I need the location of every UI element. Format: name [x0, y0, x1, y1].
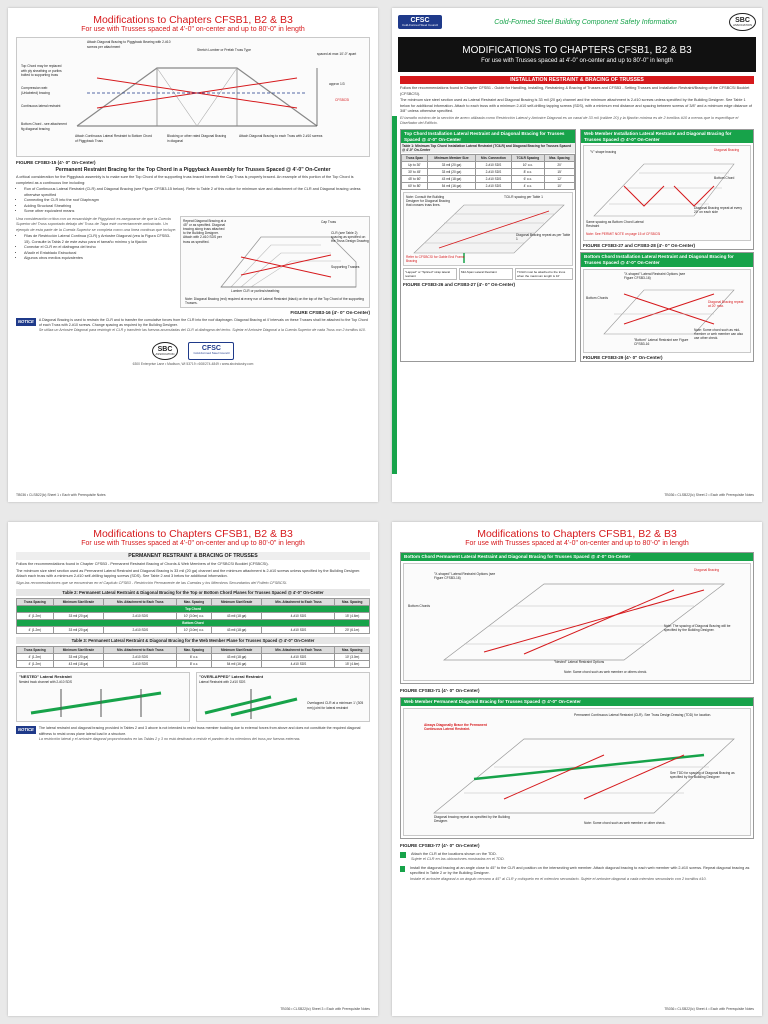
- cell: 43 mil (18 ga): [211, 613, 262, 620]
- sbc-logo-sub: ASSOCIATION: [733, 23, 752, 28]
- th: Min. Attachment to Each Truss: [104, 599, 177, 606]
- bullet-item: • Algunos otros medios equivalentes: [24, 256, 176, 262]
- page-subtitle: For use with Trusses spaced at 4'-0" on-center and up to 80'-0" in length: [81, 26, 305, 34]
- label-spaced: spaced at max 10'-0" apart: [317, 52, 357, 57]
- cfsc-logo-sub: Cold-Formed Steel Council: [402, 23, 439, 28]
- overlapped-title: "OVERLAPPED" Lateral Restraint: [199, 674, 264, 680]
- figure-caption-2: FIGURE CFSB3-16 (4'- 0" On-Center): [290, 309, 370, 315]
- sbc-logo-text: SBC: [735, 17, 750, 24]
- cell: 33 mil (20 ga): [53, 613, 104, 620]
- page-subtitle: For use with Trusses spaced at 4'-0" on-center and up to 80'-0" in length: [465, 540, 689, 548]
- overlap-note: Overlapped CLR at a minimum 1' (305 mm) joint for lateral restraint: [307, 701, 364, 710]
- piggyback-diagram: [16, 37, 370, 157]
- table-title: Table 1: Minimum Top Chord Installation Lateral Restraint (TCILR) and Diagonal Bracing for Trusses Spaced @ 4'-0" On-Center: [401, 143, 575, 153]
- figure-caption: FIGURE CFSB3-26 and CFSB3-27 (4'- 0" On-Center): [403, 282, 516, 288]
- overlapped-detail: [196, 672, 370, 722]
- overlapped-sub: Lateral Restraint with 2-#10 SDS: [199, 680, 246, 685]
- cfsc-logo: [188, 342, 234, 360]
- cell: 2-#10 SDS: [104, 627, 177, 634]
- th: Max. Spacing: [544, 155, 574, 162]
- cell: 15': [544, 169, 574, 176]
- paragraph-2-es: Siga las recomendaciones que se encuentran en el Capítulo CFSB3 - Restricción Permanente de las Cuerdas y los Miembros Secundarios del Folleto CFSBCSI.: [16, 580, 288, 585]
- notice-block: [16, 726, 370, 742]
- bullet-list-en: [24, 187, 370, 215]
- cell: 2-#10 SDS: [104, 661, 177, 668]
- page-subtitle: For use with Trusses spaced at 4'-0" on-center and up to 80'-0" in length: [81, 540, 305, 548]
- banner-title: MODIFICATIONS TO CHAPTERS CFSB1, B2 & B3: [462, 45, 692, 57]
- label-refer: Refer to CFSBCSI for Gable End Frame Bracing: [406, 255, 465, 264]
- notice-block: [16, 318, 370, 334]
- th: Max. Spacing: [335, 647, 370, 654]
- cell: 15' (4.6m): [335, 661, 370, 668]
- table-row: [402, 176, 575, 183]
- cell: 43 mil (18 ga): [211, 627, 262, 634]
- bullet-item: • Filas de Restricción Lateral Continua (CLR) y Arriostre Diagonal (vea la Figura CFSB3-15). Consulte la Tabla 2 de este aviso para el tamaño mínimo y la fijación: [24, 234, 176, 245]
- sbc-logo-text: SBC: [157, 345, 173, 353]
- spanish-col: [16, 216, 176, 308]
- box-title: Bottom Chord Permanent Lateral Restraint and Diagonal Bracing for Trusses Spaced @ 4'-0" On-Center: [401, 553, 753, 561]
- bullet-list-es: [24, 234, 176, 262]
- th: Minimum Size/Grade: [211, 599, 262, 606]
- label-cap-truss: Cap Truss: [321, 219, 337, 224]
- notice-tag: NOTICE: [18, 727, 34, 733]
- figure-caption: FIGURE CFSB3-27 and CFSB3-28 (4'- 0" On-Center): [583, 243, 696, 249]
- checklist-text-es: Sujete el CLR en las ubicaciones mostradas en el TDD.: [411, 857, 505, 862]
- bullet-item: • Conectar el CLR en el diafragma del techo: [24, 245, 176, 251]
- cfsc-logo-sub: Cold-Formed Steel Council: [193, 350, 230, 355]
- cell: 45' to 60': [402, 176, 428, 183]
- notice-text-es: La restricción lateral y el arriostre diagonal proporcionados en las Tablas 2 y 3 no está destinado a resistir el pandeo de los miembros del truss por fuerzas externas.: [38, 736, 301, 741]
- cell: 43 mil (18 ga): [211, 654, 262, 661]
- th: Truss Spacing: [17, 647, 54, 654]
- table-row: [17, 661, 370, 668]
- cell: 10' (3.0m) o.c.: [177, 627, 211, 634]
- label-shape: "X-shaped" Lateral Restraint Options (see Figure CFSB3-16): [624, 271, 686, 280]
- top-boxes-row: [400, 129, 754, 362]
- box-bottom-chord-perm: [400, 552, 754, 684]
- cell: 54 mil (16 ga): [211, 661, 262, 668]
- footer: TB036 • CLSB22(lc) Sheet 4 • Each with Prerequisite Notes: [664, 1006, 754, 1011]
- table-2: [16, 598, 370, 634]
- th: Minimum Size/Grade: [53, 599, 104, 606]
- bottom-chord-diagram: [583, 269, 751, 353]
- cell: 33 mil (20 ga): [53, 654, 104, 661]
- cell: 4' (1.2m): [17, 661, 54, 668]
- label-diag: Always Diagonally Brace the Permanent Continuous Lateral Restraint.: [424, 722, 487, 732]
- label-spaced: See TDD for spacing of Diagonal Bracing as specified by the Building Designer: [670, 770, 735, 780]
- cell: 10' o.c.: [511, 162, 544, 169]
- page-2: [392, 8, 762, 502]
- nested-detail: [16, 672, 190, 722]
- label-attach-web: Attach Diagonal Bracing to each Truss with 2-#10 screws: [239, 134, 323, 139]
- cell: 4-#10 SDS: [262, 627, 335, 634]
- cell: 15' (4.6m): [335, 613, 370, 620]
- label-diag-note: Repeat Diagonal Bracing at a 45° or as specified. Diagonal bracing along truss attached to the Building Designer. Attach with 2-#10 SDS per truss as specified.: [183, 218, 227, 244]
- cell: 2-#10 SDS: [104, 654, 177, 661]
- cfsc-logo: [398, 15, 442, 29]
- figure-caption: FIGURE CFSB3-71 (4'- 0" On-Center): [400, 688, 480, 694]
- th: Max. Spacing: [177, 647, 211, 654]
- notice-text: A Diagonal Bracing is used to restrain the CLR and to transfer the cumulative forces from the CLR into the roof diaphragm. Diagonal Bracing at 4' intervals on these Trusses shall be attached to the Top Chord of each Truss with 2-#10 screws. Change spacing as required by the Building Designer.: [38, 317, 368, 328]
- box-title: Bottom Chord Installation Lateral Restraint and Diagonal Bracing for Trusses Spaced @ 4'-0" On-Center: [581, 253, 753, 266]
- table-2-title: Table 2: Permanent Lateral Restraint & Diagonal Bracing for the Top or Bottom Chord Planes for Trusses Spaced @ 4'-0" On-Center: [16, 589, 370, 596]
- address: 6300 Enterprise Lane • Madison, WI 53719 • 608/274-4849 • www.sbcindustry.com: [132, 361, 254, 366]
- cell: 4-#10 SDS: [262, 661, 335, 668]
- overlapped-drawing: [201, 689, 301, 719]
- cell: 4' (1.2m): [17, 627, 54, 634]
- table-3: [16, 646, 370, 668]
- cell: 43 mil (18 ga): [53, 661, 104, 668]
- cell: 4-#10 SDS: [262, 613, 335, 620]
- cell: 60' to 80': [402, 183, 428, 190]
- nested-title: "NESTED" Lateral Restraint: [19, 674, 72, 680]
- label-attach-continuous: Attach Continuous Lateral Restraint to Bottom Chord of Piggyback Truss: [75, 134, 152, 143]
- cell: 33 mil (20 ga): [427, 169, 475, 176]
- cell: 2-#10 SDS: [104, 613, 177, 620]
- cell: Up to 30': [402, 162, 428, 169]
- table-row: [402, 169, 575, 176]
- th: Max. Spacing: [177, 599, 211, 606]
- paragraph-1: Follow the recommendations found in Chapter CFSB1 - Guide for Handling, Installing, Restraining & Bracing of Trusses and CFSB3 - Setting Trusses and Installation Restraint/Bracing of the CFSBCSI Booklet (CFSBCSI).: [400, 86, 750, 96]
- paragraph-2-es: El tamaño mínimo de la sección de acero utilizada como Restricción Lateral y Arriostre Diagonal es un canal de 33 mil (calibre 20) y la fijación mínima es de 2 tornillos #10 a menos que lo especifique el Diseñador del Edificio.: [400, 115, 739, 126]
- label-note: Note: The spacing of Diagonal Bracing will be specified by the Building Designer.: [664, 624, 731, 633]
- web-member-perm-diagram: [403, 708, 751, 836]
- label-diag-top: Attach Diagonal Bracing to Piggyback Bearing with 2-#10 screws per attachment: [87, 40, 171, 49]
- label-shape: "X-shaped" Lateral Restraint Options (see Figure CFSB3-16): [434, 572, 496, 581]
- check-icon: [400, 866, 405, 872]
- section-heading: Permanent Restraint Bracing for the Top Chord in a Piggyback Assembly for Trusses Spaced @ 4'-0" On-Center: [55, 167, 331, 174]
- label-repeat: Diagonal bracing repeat as specified by the Building Designer.: [434, 814, 510, 824]
- notice-text-wrap: [39, 318, 370, 334]
- label-supporting: Supporting Trusses: [331, 264, 360, 269]
- cell: 8' o.c.: [511, 169, 544, 176]
- checklist-item-1: [400, 852, 754, 863]
- bullet-item: • Añadir el Entablado Estructural: [24, 251, 176, 257]
- label-stretch: Stretch Lumber or Prefab Truss Type: [197, 48, 251, 53]
- checklist-item-2: [400, 866, 754, 883]
- paragraph-2: The minimum size steel section used as Permanent Lateral Restraint and Diagonal Bracing is 33 mil (20 ga) channel and the minimum attachment is 2-#10 screws unless specified by the Building Designer. Attach each truss with a minimum 2-#10 self-drilling tapping screws (SDS). See Table 2 and 3 below for additional information.: [16, 568, 361, 579]
- label-bottom: Bottom Chords: [408, 604, 430, 609]
- label-note: Note: See PERMIT NOTE on page 15 of CFSBCSI: [586, 232, 661, 237]
- label-note: Note: Consult the Building Designer for Diagonal Bracing that crosses truss lines.: [406, 195, 450, 208]
- subheader: Bottom Chord: [17, 620, 370, 627]
- label-bclr: "Bottom" Lateral Restraint see Figure CFSB3-16: [634, 337, 689, 346]
- web-member-diagram: [583, 145, 751, 241]
- strap-details: [403, 268, 573, 280]
- bullet-item: • Adding Structural Sheathing: [24, 204, 370, 210]
- nested-sub: Nested track channel with 2-#10 SDS: [19, 680, 72, 685]
- figure-caption-1: FIGURE CFSB3-15 (4'- 0" On-Center): [16, 160, 96, 166]
- cell: 4' (1.2m): [17, 654, 54, 661]
- bullet-item: • Connecting the CLR into the roof Diaphragm: [24, 198, 370, 204]
- sbc-logo-sub: ASSOCIATION: [155, 351, 175, 356]
- cell: 8' o.c.: [177, 661, 211, 668]
- cell: 6' o.c.: [177, 654, 211, 661]
- figure-caption: FIGURE CFSB3-77 (4'- 0" On-Center): [400, 842, 480, 848]
- cell: 30' to 45': [402, 169, 428, 176]
- cell: 2-#10 SDS: [476, 162, 512, 169]
- side-strip: [392, 116, 397, 474]
- sbc-logo: [729, 13, 756, 31]
- paragraph-1: Follow the recommendations found in Chapter CFSB3 - Permanent Restraint Bracing of Chords & Web Members of the CFSBCSI Booklet (CFSBCSI).: [16, 562, 269, 567]
- table-1: [401, 154, 575, 190]
- label-same: Same spacing as Bottom Chord Lateral Restraint: [586, 220, 644, 229]
- bullet-item: • Run of Continuous Lateral Restraint (CLR) and Diagonal Bracing (see Figure CFSB3-15 below). Refer to Table 2 of this notice for minimum size and attachment of the CLR and Diagonal bracing unless otherwise specified: [24, 187, 370, 198]
- label-bottom: Bottom Chord: [714, 176, 735, 181]
- label-bclr: "Nested" Lateral Restraint Options: [554, 660, 605, 665]
- table-3-title: Table 3: Permanent Lateral Restraint & Diagonal Bracing for the Web Member Plane for Trusses Spaced @ 4'-0" On-Center: [16, 637, 370, 644]
- label-same: Note: Same chord such as web member or others check.: [564, 670, 648, 675]
- checklist-text-wrap: [410, 866, 754, 883]
- th: Minimum Size/Grade: [211, 647, 262, 654]
- label-bottom-chord: Bottom Chord - see attachment fig diagonal bracing: [21, 122, 67, 131]
- cell: 10' (3.0m) o.c.: [177, 613, 211, 620]
- section-heading: INSTALLATION RESTRAINT & BRACING OF TRUSSES: [400, 76, 754, 84]
- table-row: [402, 162, 575, 169]
- label-vshape: "V" shape bracing: [590, 150, 617, 155]
- page-4: [392, 522, 762, 1016]
- checklist-text: Attach the CLR at the locations shown on the TDD.: [411, 851, 497, 856]
- th: Max. Spacing: [335, 599, 370, 606]
- header-text: Cold-Formed Steel Building Component Safety Information: [494, 18, 677, 26]
- two-col-block: [16, 216, 370, 308]
- cell: 10': [544, 183, 574, 190]
- cell: 43 mil (18 ga): [427, 176, 475, 183]
- check-icon: [400, 852, 406, 858]
- cell: 10' (3.0m): [335, 654, 370, 661]
- label-diag: Diagonal Bracing repeat as per Table 1: [516, 233, 571, 242]
- footer: TB036 • CLSB22(lc) Sheet 2 • Each with Prerequisite Notes: [664, 492, 754, 497]
- label-note: Note: Diagonal Bracing (red) required at every run of Lateral Restraint (black) on the top of the Top Chord of the supporting Trusses.: [185, 296, 364, 306]
- detail-mid: Mid-Span Lateral Restraint: [459, 268, 513, 280]
- page-3: [8, 522, 378, 1016]
- cell: 4' (1.2m): [17, 613, 54, 620]
- th: Truss Span: [402, 155, 428, 162]
- cell: 33 mil (20 ga): [53, 627, 104, 634]
- th: Truss Spacing: [17, 599, 54, 606]
- paragraph-1: A critical consideration for the Piggyback assembly is to make sure the Top Chord of the supporting truss braced beneath the Cap Truss is properly braced. An example of this portion of the Top Chord is completed as a continuous line including:: [16, 175, 354, 185]
- label-lumber: Lumber CLR or purlins/sheathing: [231, 288, 280, 293]
- restraint-details: [16, 672, 370, 722]
- cell: 20': [544, 162, 574, 169]
- label-top-chord: Top Chord may be replaced with ply sheathing or purlins bolted to supporting truss: [21, 64, 62, 77]
- notice-text-wrap: [39, 726, 370, 742]
- title-banner: [398, 37, 756, 72]
- cfsc-logo-text: CFSC: [410, 16, 430, 24]
- cell: 54 mil (16 ga): [427, 183, 475, 190]
- detail-lapped: "Lapped" or "Spliced" strap lateral restraint: [403, 268, 457, 280]
- notice-text-es: Se utiliza un Arriostre Diagonal para restringir el CLR y transferir las fuerzas acumuladas del CLR al diafragma del techo. Sujetar el Arriostre Diagonal a la Cuerda Superior de cada Truss con 2 tornillos #10.: [38, 328, 366, 333]
- box-top-chord: [400, 129, 576, 362]
- checklist-text-wrap: [411, 852, 505, 863]
- bullet-item: • Some other equivalent means: [24, 209, 370, 215]
- label-perm: Permanent Continuous Lateral Restraint (CLR). See Truss Design Drawing (TDD) for location.: [574, 712, 712, 717]
- box-title: Web Member Permanent Diagonal Bracing for Trusses Spaced @ 4'-0" On-Center: [401, 698, 753, 706]
- cell: 2-#10 SDS: [476, 169, 512, 176]
- th: Min. Connection: [476, 155, 512, 162]
- footer: TB036 • CLSB22(lc) Sheet 3 • Each with Prerequisite Notes: [280, 1006, 370, 1011]
- nested-drawing: [21, 689, 181, 719]
- label-bottom: Bottom Chords: [586, 295, 608, 300]
- box-web-member-perm: [400, 697, 754, 839]
- top-chord-diagram: [403, 192, 573, 266]
- figure-caption: FIGURE CFSB3-29 (4'- 0" On-Center): [583, 354, 663, 360]
- right-boxes: [580, 129, 754, 362]
- paragraph-2: The minimum size steel section used as Lateral Restraint and Diagonal Bracing is 33 mil (20 ga) channel and the minimum attachment is 2-#10 screws unless specified by the Building Designer. See Table 1 below for additional information. Attach to each truss with a minimum 2-#10 self-drilling tapping screws (SDS), with a minimum end distance and spacing between screws of 3/8" and a minimum edge distance of 3/8" unless otherwise specified.: [400, 98, 752, 114]
- sbc-logo: [152, 342, 179, 360]
- paragraph-1-es: Una consideración crítica con un ensamblaje de Piggyback es asegurarse de que la Cuerda Superior del Truss soportado debajo del Truss de Tapa esté correctamente arriostrado. Un ejemplo de esta parte de la Cuerda Superior se completa como una línea continua que incluye:: [16, 216, 176, 232]
- detail-tclr: TCILR must be attached to the truss when the maximum length is 10': [515, 268, 573, 280]
- logos-row: [8, 342, 378, 360]
- th: Min. Attachment to Each Truss: [262, 599, 335, 606]
- th: Minimum Member Size: [427, 155, 475, 162]
- box-web-member: [580, 129, 754, 250]
- page-title: Modifications to Chapters CFSB1, B2 & B3: [93, 14, 293, 26]
- label-cfsbc: CFSBCSI: [335, 98, 350, 103]
- checklist-text: Install the diagonal bracing at an angle close to 45° to the CLR and position on the intersecting web member. Attach diagonal bracing to each web member with 2-#10 screws. Repeat diagonal bracing as specified in Table 2 or by the Building Designer.: [409, 865, 750, 876]
- cell: 12': [544, 176, 574, 183]
- box-title: Top Chord Installation Lateral Restraint and Diagonal Bracing for Trusses Spaced @ 4'-0" On-Center: [401, 130, 575, 143]
- footer: TB036 • CLSB22(lc) Sheet 1 • Each with Prerequisite Notes: [16, 492, 106, 497]
- th: TCILR Spacing: [511, 155, 544, 162]
- label-compression-web: Compression web (Unlabeled) bracing: [21, 86, 50, 95]
- label-diag: Diagonal Bracing: [694, 568, 720, 573]
- cell: 2-#10 SDS: [476, 183, 512, 190]
- table-row: [402, 183, 575, 190]
- banner-subtitle: For use with Trusses spaced at 4'-0" on-center and up to 80'-0" in length: [481, 58, 673, 65]
- page-1: [8, 8, 378, 502]
- label-diag: Diagonal Bracing: [714, 148, 740, 153]
- cell: 4-#10 SDS: [262, 654, 335, 661]
- page-title: Modifications to Chapters CFSB1, B2 & B3: [93, 528, 293, 540]
- label-blocking: Blocking or other rated Diagonal Bracing in diagonal: [167, 134, 227, 143]
- header-bar: [392, 8, 762, 33]
- cell: 20' (6.1m): [335, 627, 370, 634]
- cell: 4' o.c.: [511, 183, 544, 190]
- label-repeat: Diagonal Bracing repeat at every 20' on each side: [694, 206, 743, 215]
- box-bottom-chord: [580, 252, 754, 361]
- cell: 6' o.c.: [511, 176, 544, 183]
- table-row: [17, 613, 370, 620]
- bottom-chord-perm-diagram: [403, 563, 751, 681]
- cap-truss-diagram: [180, 216, 370, 308]
- label-clr: CLR (see Table 2) spacing as specified on the Truss Design Drawing: [331, 230, 369, 244]
- label-approx: approx 1/3: [329, 82, 345, 87]
- subheader: Top Chord: [17, 606, 370, 613]
- notice-text: The lateral restraint and diagonal bracing provided in Tables 2 and 3 above is not intended to resist truss member buckling due to external forces from above and does not constitute the required diagonal stiffness to resist cross plane lateral load in a structure.: [38, 726, 361, 736]
- section-heading: PERMANENT RESTRAINT & BRACING OF TRUSSES: [16, 552, 370, 560]
- page-title: Modifications to Chapters CFSB1, B2 & B3: [477, 528, 677, 540]
- th: Min. Attachment to Each Truss: [262, 647, 335, 654]
- label-continuous-lateral: Continuous lateral restraint: [21, 104, 61, 109]
- notice-tag: NOTICE: [18, 318, 34, 324]
- checklist-text-es: Instale el arriostre diagonal a un ángulo cercano a 45° al CLR y colóquelo en el miembro secundario. Sujete el arriostre diagonal a cada miembro secundario con 2 tornillos #10.: [409, 876, 707, 881]
- th: Minimum Size/Grade: [53, 647, 104, 654]
- box-title: Web Member Installation Lateral Restraint and Diagonal Bracing for Trusses Spaced @ 4'-0" On-Center: [581, 130, 753, 143]
- cell: 2-#10 SDS: [476, 176, 512, 183]
- table-row: [17, 654, 370, 661]
- label-note: Note: Some chord such as web member or other check.: [584, 820, 666, 825]
- label-note: Note: Some chord such as mid-member or web member can also use other check.: [694, 327, 744, 340]
- th: Min. Attachment to Each Truss: [104, 647, 177, 654]
- table-row: [17, 627, 370, 634]
- label-diag: Diagonal Bracing repeat at 20' max.: [708, 299, 744, 308]
- cell: 33 mil (20 ga): [427, 162, 475, 169]
- label-tclr: TCILR spacing per Table 1: [504, 195, 543, 200]
- cfsc-logo-text: CFSC: [201, 344, 221, 352]
